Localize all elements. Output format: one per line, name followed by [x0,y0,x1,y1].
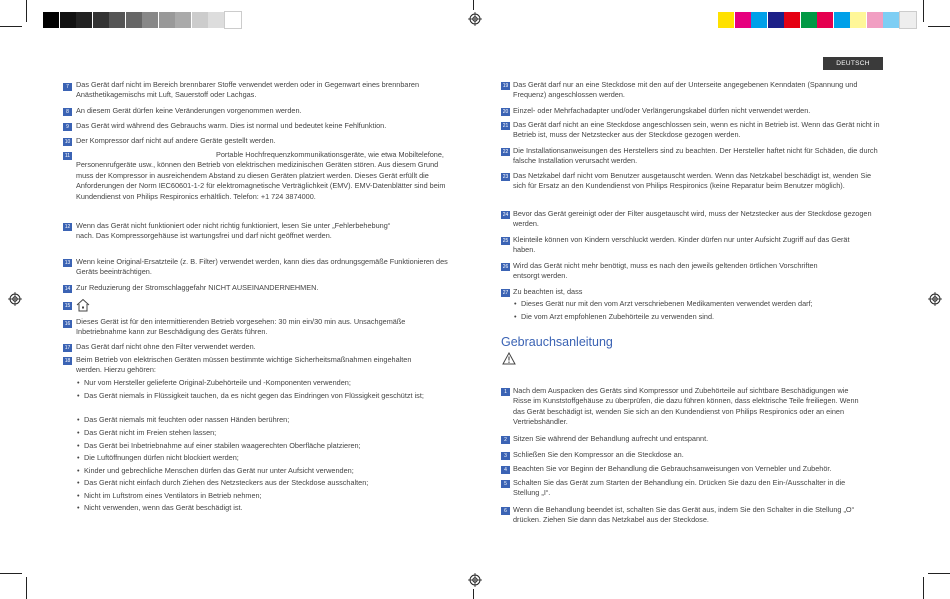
safety-item-26: Wird das Gerät nicht mehr benötigt, muss es nach den jeweils geltenden örtlichen Vorschriften entsorgt werden. [513,261,818,281]
registration-mark-icon [468,12,482,26]
item-number: 15 [64,303,71,309]
color-swatch [93,12,109,28]
color-swatch [900,12,916,28]
color-swatch [225,12,241,28]
crop-mark [923,577,924,599]
safety-item-20: Einzel- oder Mehrfachadapter und/oder Verlängerungskabel dürfen nicht verwendet werden. [513,106,811,115]
crop-mark [26,0,27,22]
color-swatch [801,12,817,28]
step-number: 4 [501,466,510,474]
step-number: 6 [501,507,510,515]
list-item: • Nur vom Hersteller gelieferte Original-Zubehörteile und -Komponenten verwenden; [84,378,454,388]
color-swatch [126,12,142,28]
color-swatch [867,12,883,28]
step-number: 3 [501,452,510,460]
list-item: • Kinder und gebrechliche Menschen dürfen das Gerät nur unter Aufsicht verwenden; [84,466,454,476]
list-item: • Die Luftöffnungen dürfen nicht blockiert werden; [84,453,454,463]
item-number: 14 [64,286,71,292]
registration-mark-icon [928,292,942,306]
safety-item-13: Wenn keine Original-Ersatzteile (z. B. Filter) verwendet werden, kann dies das ordnungsgemäße Funktionieren des Geräts beeinträchtigen. [76,257,448,277]
item-number: 27 [502,290,509,296]
item-number: 13 [64,260,71,266]
color-swatch [735,12,751,28]
safety-item-17: Das Gerät darf nicht ohne den Filter verwendet werden. [76,342,256,351]
item-number: 19 [502,83,509,89]
usage-step-2: Sitzen Sie während der Behandlung aufrecht und entspannt. [513,434,709,443]
indoor-use-only-icon [75,297,91,313]
step-number: 1 [501,388,510,396]
list-item: • Nicht verwenden, wenn das Gerät beschädigt ist. [84,503,454,513]
list-item: • Das Gerät niemals in Flüssigkeit tauchen, da es nicht gegen das Eindringen von Flüssigkeit geschützt ist; [84,391,429,401]
usage-step-3: Schließen Sie den Kompressor an die Steckdose an. [513,450,684,459]
color-swatch [43,12,59,28]
list-item: • Das Gerät nicht einfach durch Ziehen des Netzsteckers aus der Steckdose ausschalten; [84,478,459,488]
color-swatch [817,12,833,28]
item-number: 11 [64,153,71,159]
crop-mark [928,26,950,27]
color-swatch [850,12,866,28]
list-item: • Das Gerät nicht im Freien stehen lassen; [84,428,454,438]
item-number: 26 [502,264,509,270]
color-swatch [109,12,125,28]
crop-mark [0,26,22,27]
color-swatch [768,12,784,28]
safety-item-27: Zu beachten ist, dass [513,287,583,296]
safety-item-19: Das Gerät darf nur an eine Steckdose mit den auf der Unterseite angegebenen Kenndaten (Spannung und Frequenz) angeschlossen werden. [513,80,858,100]
color-swatch [718,12,734,28]
item-number: 24 [502,212,509,218]
section-heading: Gebrauchsanleitung [501,335,613,349]
color-swatch [142,12,158,28]
safety-item-23: Das Netzkabel darf nicht vom Benutzer ausgetauscht werden. Wenn das Netzkabel beschädigt ist, wenden Sie sich für Ersatz an den Kundendienst von Philips Respironics (keine Reparatur beim Benutzer möglich). [513,171,872,191]
color-swatch [159,12,175,28]
language-badge: DEUTSCH [823,57,883,70]
item-number: 7 [63,83,72,91]
color-swatch [751,12,767,28]
color-swatch [883,12,899,28]
item-number: 22 [502,149,509,155]
safety-item-11: Portable Hochfrequenzkommunikationsgeräte, wie etwa Mobiltelefone, Personenrufgeräte usw., können den Betrieb von elektrischen medizinischen Geräten stören. Aus diesem Grund muss der Kompressor in ausreichendem Abstand zu diesen Geräten platziert werden. Dieses Gerät erfüllt die Anforderungen der Norm IEC60601-1-2 für elektromagnetische Verträglichkeit (EMV). EMV-Datenblätter sind beim Kundendienst von Philips Respironics erhältlich. Telefon: +1 724 3874000. [76,150,446,201]
item-number: 8 [63,108,72,116]
item-number: 10 [64,139,71,145]
safety-item-8: An diesem Gerät dürfen keine Veränderungen vorgenommen werden. [76,106,302,115]
list-item: • Nicht im Luftstrom eines Ventilators in Betrieb nehmen; [84,491,454,501]
safety-item-25: Kleinteile können von Kindern verschluckt werden. Kinder dürfen nur unter Aufsicht Zugriff auf das Gerät haben. [513,235,850,255]
registration-mark-icon [468,573,482,587]
item-number: 17 [64,345,71,351]
crop-mark [473,589,474,599]
color-swatch [192,12,208,28]
color-swatch [175,12,191,28]
list-item: • Dieses Gerät nur mit den vom Arzt verschriebenen Medikamenten verwendet werden darf; [521,299,881,309]
usage-step-6: Wenn die Behandlung beendet ist, schalten Sie das Gerät aus, indem Sie den Schalter in die Stellung „O“ drücken. Ziehen Sie dann das Netzkabel aus der Steckdose. [513,505,855,525]
usage-step-1: Nach dem Auspacken des Geräts sind Kompressor und Zubehörteile auf sichtbare Beschädigungen wie Risse im Kunststoffgehäuse zu überprüfen, die dazu führen können, dass elektrische Teile freiliegen. Wenn das Gerät beschädigt ist, wenden Sie sich an den Kundendienst von Philips Respironics oder an einen Vertriebshändler. [513,386,859,427]
safety-item-12: Wenn das Gerät nicht funktioniert oder nicht richtig funktioniert, lesen Sie unter „Fehlerbehebung“ nach. Das Kompressorgehäuse ist wartungsfrei und darf nicht geöffnet werden. [76,221,391,241]
item-number: 12 [64,224,71,230]
crop-mark [923,0,924,22]
color-swatch [834,12,850,28]
item-number: 23 [502,174,509,180]
color-swatch [784,12,800,28]
registration-mark-icon [8,292,22,306]
safety-item-18: Beim Betrieb von elektrischen Geräten müssen bestimmte wichtige Sicherheitsmaßnahmen eingehalten werden. Hierzu gehören: [76,355,412,375]
step-number: 5 [501,480,510,488]
item-number: 18 [64,358,71,364]
safety-item-9: Das Gerät wird während des Gebrauchs warm. Dies ist normal und bedeutet keine Fehlfunktion. [76,121,387,130]
item-number: 25 [502,238,509,244]
safety-item-14: Zur Reduzierung der Stromschlaggefahr NICHT AUSEINANDERNEHMEN. [76,283,319,292]
warning-triangle-icon [502,352,516,365]
safety-item-10: Der Kompressor darf nicht auf andere Geräte gestellt werden. [76,136,276,145]
list-item: • Die vom Arzt empfohlenen Zubehörteile zu verwenden sind. [521,312,881,322]
safety-item-7: Das Gerät darf nicht im Bereich brennbarer Stoffe verwendet werden oder in Gegenwart eines brennbaren Anästhetikagemischs mit Luft, Sauerstoff oder Lachgas. [76,80,420,100]
safety-item-24: Bevor das Gerät gereinigt oder der Filter ausgetauscht wird, muss der Netzstecker aus der Steckdose gezogen werden. [513,209,872,229]
crop-mark [0,573,22,574]
usage-step-5: Schalten Sie das Gerät zum Starten der Behandlung ein. Drücken Sie dazu den Ein-/Ausschalter in die Stellung „I“. [513,478,846,498]
list-item: • Das Gerät bei Inbetriebnahme auf einer stabilen waagerechten Oberfläche platzieren; [84,441,454,451]
safety-item-22: Die Installationsanweisungen des Herstellers sind zu beachten. Der Hersteller haftet nicht für Schäden, die durch falsche Installation verursacht werden. [513,146,878,166]
item-number: 21 [502,123,509,129]
item-number: 20 [502,109,509,115]
color-swatch [60,12,76,28]
item-number: 9 [63,123,72,131]
crop-mark [26,577,27,599]
item-number: 16 [64,321,71,327]
color-swatch [76,12,92,28]
crop-mark [928,573,950,574]
list-item: • Das Gerät niemals mit feuchten oder nassen Händen berühren; [84,415,454,425]
color-swatch [208,12,224,28]
crop-mark [473,0,474,10]
safety-item-21: Das Gerät darf nicht an eine Steckdose angeschlossen sein, wenn es nicht in Betrieb ist. Wenn das Gerät nicht in Betrieb ist, muss der Netzstecker aus der Steckdose gezogen werden. [513,120,880,140]
step-number: 2 [501,436,510,444]
usage-step-4: Beachten Sie vor Beginn der Behandlung die Gebrauchsanweisungen von Vernebler und Zubehör. [513,464,832,473]
safety-item-16: Dieses Gerät ist für den intermittierenden Betrieb vorgesehen: 30 min ein/30 min aus. Unsachgemäße Inbetriebnahme kann zur Beschädigung des Geräts führen. [76,317,406,337]
